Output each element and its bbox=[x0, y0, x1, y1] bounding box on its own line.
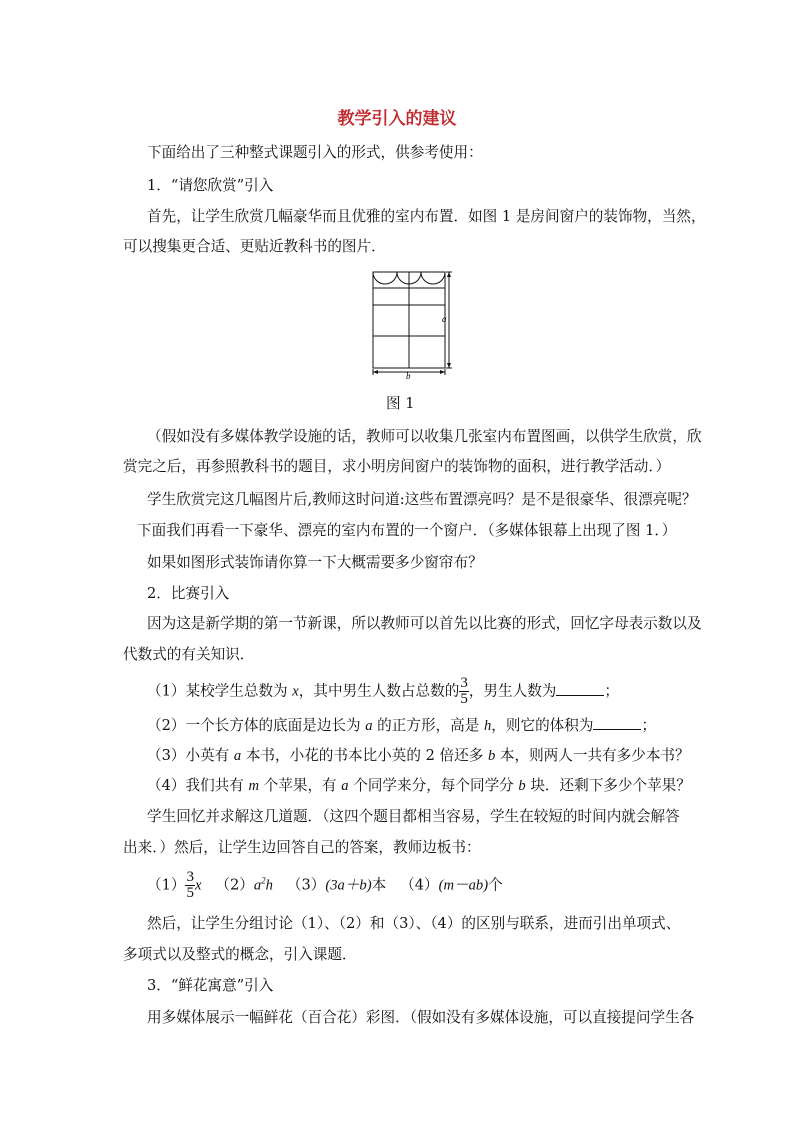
question-4: （4）我们共有 m 个苹果，有 a 个同学来分，每个同学分 b 块．还剩下多少个苹果？ bbox=[147, 777, 691, 794]
answer-blank-2 bbox=[593, 715, 641, 730]
section3-heading: 3．“鲜花寓意”引入 bbox=[147, 977, 274, 994]
section1-note-cont: 赏完之后，再参照教科书的题目，求小明房间窗户的装饰物的面积，进行教学活动．） bbox=[123, 458, 671, 475]
section2-heading: 2．比赛引入 bbox=[147, 585, 230, 602]
window-figure bbox=[366, 268, 456, 380]
arc-decoration-3 bbox=[421, 272, 445, 284]
section1-heading: 1．“请您欣赏”引入 bbox=[147, 177, 274, 194]
section2-discussion-cont: 多项式以及整式的概念，引入课题． bbox=[123, 946, 357, 963]
figure-caption: 图 1 bbox=[386, 395, 415, 412]
question-3: （3）小英有 a 本书，小花的书本比小英的 2 倍还多 b 本，则两人一共有多少本书？ bbox=[147, 747, 690, 764]
label-b: b bbox=[406, 371, 411, 380]
page-title: 教学引入的建议 bbox=[337, 109, 457, 129]
section3-paragraph: 用多媒体展示一幅鲜花（百合花）彩图．（假如没有多媒体设施，可以直接提问学生各 bbox=[147, 1009, 695, 1026]
question-2: （2）一个长方体的底面是边长为 a 的正方形，高是 h，则它的体积为 ； bbox=[147, 717, 657, 734]
section1-paragraph-cont: 可以搜集更合适、更贴近教科书的图片． bbox=[123, 238, 386, 255]
answer-fraction: $\frac{3}{5}$ bbox=[186, 869, 194, 901]
label-a: a bbox=[442, 314, 447, 324]
answer-blank-1 bbox=[556, 681, 604, 696]
arc-decoration-1 bbox=[373, 272, 397, 284]
fraction-3-5: $\frac{3}{5}$ bbox=[460, 675, 468, 707]
section1-question: 学生欣赏完这几幅图片后,教师这时问道:这些布置漂亮吗？是不是很豪华、很漂亮呢？ bbox=[147, 491, 697, 508]
section2-discussion: 然后，让学生分组讨论（1）、（2）和（3）、（4）的区别与联系，进而引出单项式、 bbox=[147, 915, 681, 932]
section2-recall-cont: 出来．）然后，让学生边回答自己的答案，教师边板书： bbox=[123, 839, 481, 856]
section1-note: （假如没有多媒体教学设施的话，教师可以收集几张室内布置图画，以供学生欣赏，欣 bbox=[147, 428, 702, 445]
intro-text: 下面给出了三种整式课题引入的形式，供参考使用： bbox=[147, 144, 483, 161]
answers-line: （1） $\frac{3}{5}$ x $(2)a^2h$ （3）(3a＋b)本 （4）(m－ab)个 bbox=[147, 869, 503, 901]
section2-paragraph: 因为这是新学期的第一节新课，所以教师可以首先以比赛的形式，回忆字母表示数以及 bbox=[147, 615, 702, 632]
question-1: （1）某校学生总数为 x，其中男生人数占总数的 $\frac{3}{5}$ ，男生人数为 ； bbox=[147, 675, 619, 707]
section1-window: 下面我们再看一下豪华、漂亮的室内布置的一个窗户．（多媒体银幕上出现了图 1．） bbox=[137, 522, 677, 539]
section1-curtain: 如果如图形式装饰请你算一下大概需要多少窗帘布？ bbox=[147, 554, 483, 571]
section2-paragraph-cont: 代数式的有关知识． bbox=[123, 646, 255, 663]
section1-paragraph: 首先，让学生欣赏几幅豪华而且优雅的室内布置．如图 1 是房间窗户的装饰物，当然， bbox=[147, 208, 706, 225]
section2-recall: 学生回忆并求解这几道题．（这四个题目都相当容易，学生在较短的时间内就会解答 bbox=[147, 808, 680, 825]
